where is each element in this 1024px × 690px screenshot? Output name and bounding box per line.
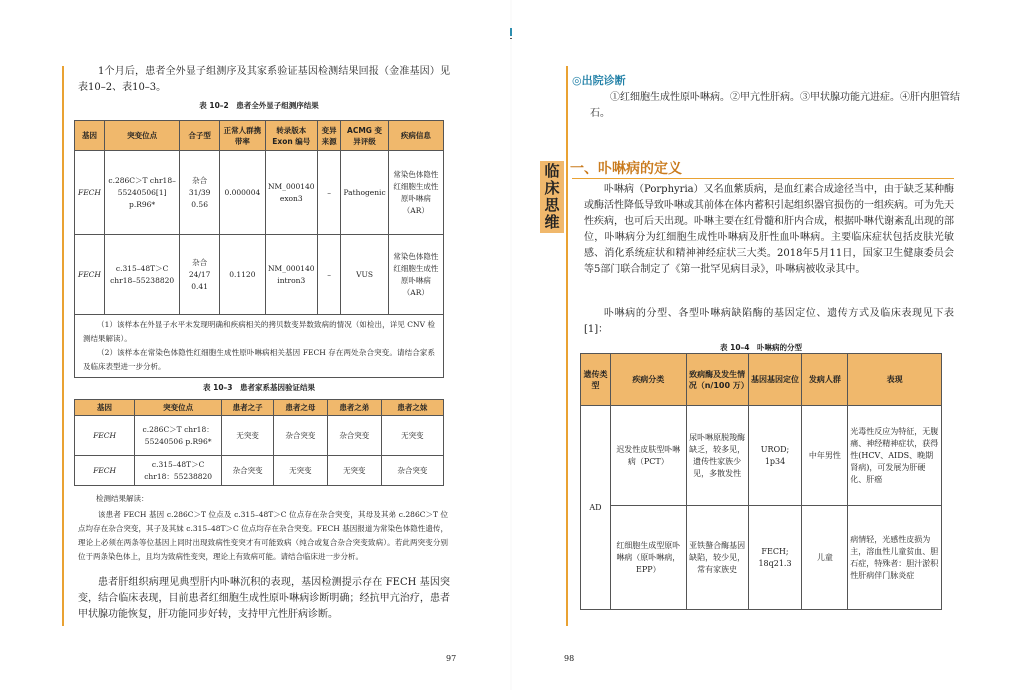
t3-header-mother: 患者之母 — [273, 400, 327, 416]
table-10-2-caption: 表 10–2 患者全外显子组测序结果 — [199, 101, 319, 110]
discharge-diagnosis-text: ①红细胞生成性原卟啉病。②甲亢性肝病。③甲状腺功能亢进症。④肝内胆管结石。 — [590, 92, 960, 119]
page-number-right: 98 — [564, 654, 575, 663]
porphyria-definition-heading: 一、卟啉病的定义 — [570, 161, 682, 177]
t2-r2-acmg: VUS — [341, 235, 388, 315]
definition-paragraph: 卟啉病（Porphyria）又名血紫质病，是血红素合成途径当中，由于缺乏某种酶或酶活性降低导致卟啉或其前体在体内蓄积引起组织器官损伤的一组疾病。可为先天性疾病，也可后天出现。卟啉主要在红骨髓和肝内合成，根据卟啉代谢紊乱出现的部位，卟啉病分为红细胞生成性卟啉病及肝性血卟啉病。主要临床症状包括皮肤光敏感、消化系统症状和精神神经症状三大类。2018年5月11日，国家卫生健康委员会等5部门联合制定了《第一批罕见病目录》，卟啉病被收录其中。 — [584, 184, 954, 275]
t2-note-1: （1）该样本在外显子水平未发现明确和疾病相关的拷贝数变异数致病的情况（如检出，详见 CNV 检测结果解读）。 — [83, 320, 435, 343]
t3-r1-sister: 无突变 — [381, 416, 443, 456]
t2-r1-disease: 常染色体隐性红细胞生成性原卟啉病（AR） — [388, 151, 443, 235]
t2-note-2: （2）该样本在常染色体隐性红细胞生成性原卟啉病相关基因 FECH 存在两处杂合突变。请结合家系及临床表型进一步分析。 — [83, 348, 435, 371]
t4-r1-class: 迟发性皮肤型卟啉病（PCT） — [610, 406, 686, 506]
interpretation-title: 检测结果解读： — [96, 494, 149, 503]
t4-header-class: 疾病分类 — [610, 354, 686, 406]
t3-header-sister: 患者之妹 — [381, 400, 443, 416]
t3-r1-mother: 杂合突变 — [273, 416, 327, 456]
t2-r2-zygosity: 杂合 24/17 0.41 — [180, 235, 220, 315]
page-number-left: 97 — [446, 654, 457, 663]
t4-r2-manifestation: 病情轻，光感性皮损为主，溶血性儿童贫血、胆石症，特殊者：胆汁淤积性肝病伴门脉炎症 — [848, 506, 942, 610]
heading-underline — [572, 178, 954, 179]
t3-r2-gene: FECH — [75, 456, 135, 486]
conclusion-paragraph: 患者肝组织病理见典型肝内卟啉沉积的表现，基因检测提示存在 FECH 基因突变，结合临床表现，目前患者红细胞生成性原卟啉病诊断明确；经抗甲亢治疗，患者甲状腺功能恢复，肝功能同步好转，支持甲亢性肝病诊断。 — [78, 577, 450, 620]
t3-r2-sister: 杂合突变 — [381, 456, 443, 486]
t2-r2-source: – — [317, 235, 341, 315]
t2-r2-transcript: NM_000140 intron3 — [265, 235, 317, 315]
table-row — [75, 456, 444, 486]
table-row — [75, 151, 444, 235]
t3-r2-brother: 无突变 — [327, 456, 381, 486]
t3-r1-site: c.286C＞T chr18：55240506 p.R96* — [135, 416, 222, 456]
side-tab-char: 临 — [544, 162, 560, 180]
classification-intro-paragraph: 卟啉病的分型、各型卟啉病缺陷酶的基因定位、遗传方式及临床表现见下表[1]： — [584, 308, 954, 335]
side-tab-char: 维 — [544, 213, 560, 231]
t4-header-population: 发病人群 — [802, 354, 848, 406]
t3-r1-gene: FECH — [75, 416, 135, 456]
table-10-4 — [580, 353, 942, 610]
t4-r2-class: 红细胞生成型原卟啉病（原卟啉病，EPP） — [610, 506, 686, 610]
discharge-diagnosis-heading: ◎出院诊断 — [572, 74, 626, 87]
t4-header-enzyme: 致病酶及发生情况（n/100 万） — [686, 354, 748, 406]
t4-header-inheritance: 遗传类型 — [581, 354, 611, 406]
right-page — [512, 0, 1024, 690]
t3-header-gene: 基因 — [75, 400, 135, 416]
table-row — [581, 506, 942, 610]
t2-header-site: 突变位点 — [104, 121, 179, 151]
table-row — [75, 416, 444, 456]
t2-r1-frequency: 0.000004 — [219, 151, 265, 235]
t2-r1-transcript: NM_000140 exon3 — [265, 151, 317, 235]
t2-r1-source: – — [317, 151, 341, 235]
side-tab-char: 思 — [544, 196, 560, 214]
t4-r1-population: 中年男性 — [802, 406, 848, 506]
left-page — [0, 0, 510, 690]
t4-r1-location: UROD; 1p34 — [748, 406, 802, 506]
t2-header-source: 变异来源 — [317, 121, 341, 151]
t2-r2-frequency: 0.1120 — [219, 235, 265, 315]
t2-r1-site: c.286C＞T chr18–55240506[1] p.R96* — [104, 151, 179, 235]
t4-header-manifestation: 表现 — [848, 354, 942, 406]
t4-r1-enzyme: 尿卟啉原脱羧酶缺乏，较多见，遗传性家族少见，多散发性 — [686, 406, 748, 506]
t2-r2-disease: 常染色体隐性红细胞生成性原卟啉病（AR） — [388, 235, 443, 315]
t2-r2-gene: FECH — [75, 235, 105, 315]
table-10-4-caption: 表 10–4 卟啉病的分型 — [719, 343, 803, 352]
table-row — [581, 406, 942, 506]
t2-header-gene: 基因 — [75, 121, 105, 151]
table-10-3-caption: 表 10–3 患者家系基因验证结果 — [202, 383, 316, 392]
t2-header-disease: 疾病信息 — [388, 121, 443, 151]
side-tab-char: 床 — [544, 179, 560, 197]
t4-r1-manifestation: 光毒性反应为特征，无腹痛、神经精神症状，获得性(HCV、AIDS、晚期肾病)，可发展为肝硬化、肝癌 — [848, 406, 942, 506]
t4-r2-population: 儿童 — [802, 506, 848, 610]
table-10-2 — [74, 120, 444, 378]
t2-header-transcript: 转录版本 Exon 编号 — [265, 121, 317, 151]
t4-inheritance-ad: AD — [581, 406, 611, 610]
t3-r2-mother: 无突变 — [273, 456, 327, 486]
t3-header-son: 患者之子 — [222, 400, 274, 416]
t3-r2-son: 杂合突变 — [222, 456, 274, 486]
table-row — [75, 235, 444, 315]
clinical-thinking-side-tab — [540, 161, 564, 233]
t2-header-acmg: ACMG 变异评级 — [341, 121, 388, 151]
right-margin-rule — [566, 66, 568, 626]
t4-header-gene-location: 基因基因定位 — [748, 354, 802, 406]
t4-r2-enzyme: 亚铁螯合酶基因缺陷，较少见，常有家族史 — [686, 506, 748, 610]
t3-r1-son: 无突变 — [222, 416, 274, 456]
intro-paragraph: 1个月后，患者全外显子组测序及其家系验证基因检测结果回报（金准基因）见表10–2、表10–3。 — [78, 66, 450, 93]
t2-r1-zygosity: 杂合 31/39 0.56 — [180, 151, 220, 235]
t2-r1-acmg: Pathogenic — [341, 151, 388, 235]
t2-header-zygosity: 合子型 — [180, 121, 220, 151]
left-margin-rule — [62, 66, 64, 626]
t3-r2-site: c.315–48T＞C chr18：55238820 — [135, 456, 222, 486]
table-10-3 — [74, 399, 444, 486]
t3-header-site: 突变位点 — [135, 400, 222, 416]
t3-header-brother: 患者之弟 — [327, 400, 381, 416]
interpretation-text: 该患者 FECH 基因 c.286C＞T 位点及 c.315–48T＞C 位点存在杂合突变，其母及其弟 c.286C＞T 位点均存在杂合突变，其子及其妹 c.315–48T＞C 位点均存在杂合突变。FECH 基因报道为常染色体隐性遗传，理论上必须在两条等位基因上同时出现致病性变突才有可能致病（纯合或复合杂合突变致病）。若此两突变分别位于两条染色体上，且均为致病性变突，理论上有致病可能。请结合临床进一步分析。 — [78, 510, 448, 561]
t2-r1-gene: FECH — [75, 151, 105, 235]
table-notes-row — [75, 315, 444, 378]
t2-header-frequency: 正常人群携带率 — [219, 121, 265, 151]
t2-r2-site: c.315–48T＞C chr18–55238820 — [104, 235, 179, 315]
t3-r1-brother: 杂合突变 — [327, 416, 381, 456]
t4-r2-location: FECH; 18q21.3 — [748, 506, 802, 610]
